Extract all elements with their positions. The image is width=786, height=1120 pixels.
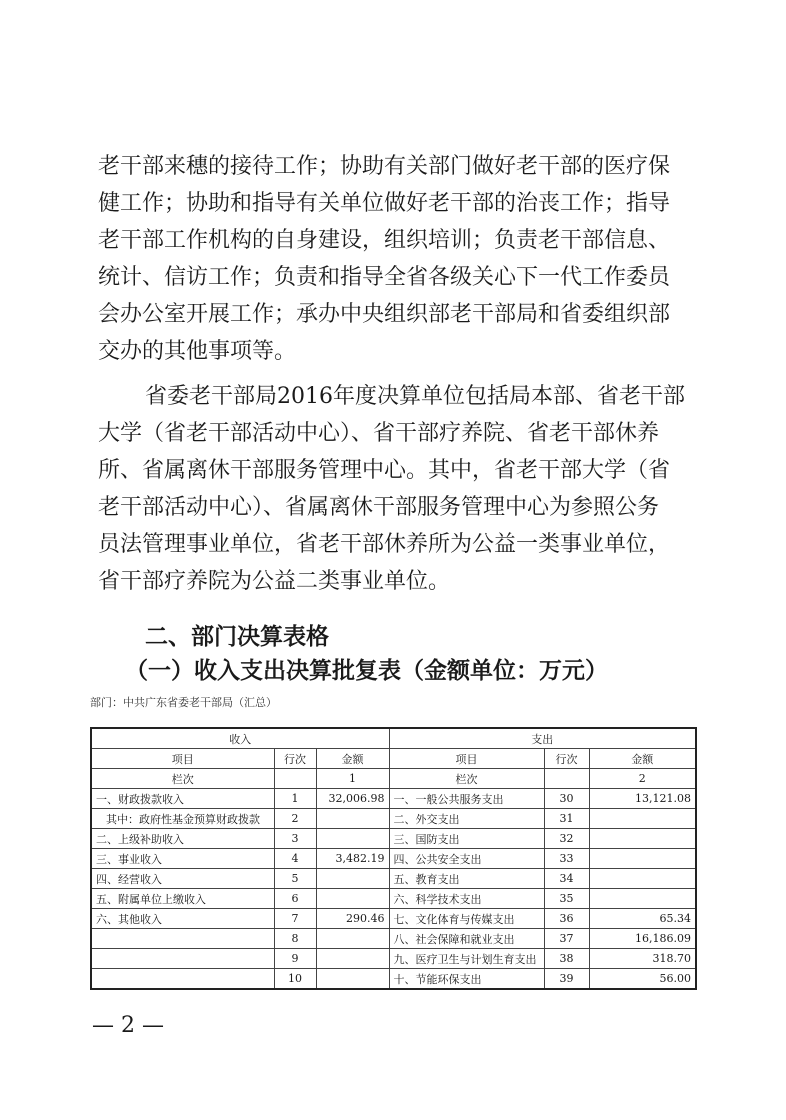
income-row-cell: 1 bbox=[274, 789, 316, 809]
income-row-cell: 2 bbox=[274, 809, 316, 829]
income-item-cell: 其中：政府性基金预算财政拨款 bbox=[91, 809, 274, 829]
income-amount-cell bbox=[316, 929, 389, 949]
income-amount-cell bbox=[316, 889, 389, 909]
income-row-cell: 8 bbox=[274, 929, 316, 949]
income-item-cell bbox=[91, 949, 274, 969]
expense-row-cell: 38 bbox=[544, 949, 589, 969]
table-row bbox=[91, 969, 696, 990]
expense-header: 支出 bbox=[389, 728, 696, 749]
expense-amount-cell bbox=[589, 849, 696, 869]
table-row bbox=[91, 869, 696, 889]
expense-col-no: 2 bbox=[589, 769, 696, 789]
income-row-cell: 4 bbox=[274, 849, 316, 869]
expense-item-cell: 七、文化体育与传媒支出 bbox=[389, 909, 544, 929]
col-row: 行次 bbox=[544, 749, 589, 769]
sub-heading: （一）收入支出决算批复表（金额单位：万元） bbox=[125, 658, 608, 684]
empty-cell bbox=[274, 769, 316, 789]
col-item: 项目 bbox=[91, 749, 274, 769]
expense-item-cell: 六、科学技术支出 bbox=[389, 889, 544, 909]
table-lanci-row bbox=[91, 769, 696, 789]
table-row bbox=[91, 949, 696, 969]
expense-item-cell: 五、教育支出 bbox=[389, 869, 544, 889]
col-row: 行次 bbox=[274, 749, 316, 769]
expense-amount-cell bbox=[589, 829, 696, 849]
income-amount-cell: 290.46 bbox=[316, 909, 389, 929]
empty-cell bbox=[544, 769, 589, 789]
expense-item-cell: 三、国防支出 bbox=[389, 829, 544, 849]
paragraph-line: 省干部疗养院为公益二类事业单位。 bbox=[98, 569, 451, 594]
income-item-cell: 五、附属单位上缴收入 bbox=[91, 889, 274, 909]
income-amount-cell bbox=[316, 829, 389, 849]
expense-row-cell: 30 bbox=[544, 789, 589, 809]
income-item-cell: 六、其他收入 bbox=[91, 909, 274, 929]
section-heading: 二、部门决算表格 bbox=[145, 624, 329, 650]
paragraph-line: 会办公室开展工作；承办中央组织部老干部局和省委组织部 bbox=[98, 302, 671, 327]
income-item-cell: 二、上级补助收入 bbox=[91, 829, 274, 849]
expense-row-cell: 34 bbox=[544, 869, 589, 889]
table-column-row bbox=[91, 749, 696, 769]
expense-amount-cell: 13,121.08 bbox=[589, 789, 696, 809]
paragraph-line: 交办的其他事项等。 bbox=[98, 339, 297, 364]
paragraph-line: 老干部活动中心）、省属离休干部服务管理中心为参照公务 bbox=[98, 495, 660, 520]
expense-item-cell: 一、一般公共服务支出 bbox=[389, 789, 544, 809]
expense-row-cell: 39 bbox=[544, 969, 589, 990]
expense-amount-cell bbox=[589, 809, 696, 829]
expense-item-cell: 八、社会保障和就业支出 bbox=[389, 929, 544, 949]
paragraph-line: 老干部工作机构的自身建设，组织培训；负责老干部信息、 bbox=[98, 228, 671, 253]
expense-item-cell: 十、节能环保支出 bbox=[389, 969, 544, 990]
paragraph-line: 员法管理事业单位，省老干部休养所为公益一类事业单位， bbox=[98, 532, 671, 557]
col-amount: 金额 bbox=[589, 749, 696, 769]
income-item-cell: 三、事业收入 bbox=[91, 849, 274, 869]
page-number: — 2 — bbox=[92, 1013, 164, 1038]
income-expense-table bbox=[90, 727, 697, 990]
table-row bbox=[91, 929, 696, 949]
paragraph-line: 老干部来穗的接待工作；协助有关部门做好老干部的医疗保 bbox=[98, 154, 671, 179]
income-item-cell: 四、经营收入 bbox=[91, 869, 274, 889]
income-header: 收入 bbox=[91, 728, 389, 749]
table-row bbox=[91, 829, 696, 849]
table-row bbox=[91, 909, 696, 929]
expense-row-cell: 31 bbox=[544, 809, 589, 829]
paragraph-line: 大学（省老干部活动中心）、省干部疗养院、省老干部休养 bbox=[98, 421, 660, 446]
expense-item-cell: 九、医疗卫生与计划生育支出 bbox=[389, 949, 544, 969]
department-label: 部门：中共广东省委老干部局（汇总） bbox=[90, 696, 277, 709]
expense-amount-cell: 65.34 bbox=[589, 909, 696, 929]
lanci-label: 栏次 bbox=[91, 769, 274, 789]
income-row-cell: 5 bbox=[274, 869, 316, 889]
table-row bbox=[91, 789, 696, 809]
income-row-cell: 3 bbox=[274, 829, 316, 849]
income-row-cell: 9 bbox=[274, 949, 316, 969]
income-row-cell: 7 bbox=[274, 909, 316, 929]
income-amount-cell: 3,482.19 bbox=[316, 849, 389, 869]
expense-amount-cell: 16,186.09 bbox=[589, 929, 696, 949]
col-item: 项目 bbox=[389, 749, 544, 769]
income-row-cell: 10 bbox=[274, 969, 316, 990]
income-item-cell bbox=[91, 929, 274, 949]
expense-item-cell: 四、公共安全支出 bbox=[389, 849, 544, 869]
expense-item-cell: 二、外交支出 bbox=[389, 809, 544, 829]
income-item-cell bbox=[91, 969, 274, 990]
table-row bbox=[91, 849, 696, 869]
expense-row-cell: 33 bbox=[544, 849, 589, 869]
income-col-no: 1 bbox=[316, 769, 389, 789]
table-header-row bbox=[91, 728, 696, 749]
paragraph-line: 统计、信访工作；负责和指导全省各级关心下一代工作委员 bbox=[98, 265, 671, 290]
income-row-cell: 6 bbox=[274, 889, 316, 909]
table-row bbox=[91, 889, 696, 909]
expense-row-cell: 36 bbox=[544, 909, 589, 929]
expense-row-cell: 37 bbox=[544, 929, 589, 949]
lanci-label: 栏次 bbox=[389, 769, 544, 789]
table-row bbox=[91, 809, 696, 829]
expense-row-cell: 35 bbox=[544, 889, 589, 909]
income-amount-cell bbox=[316, 949, 389, 969]
expense-amount-cell: 56.00 bbox=[589, 969, 696, 990]
income-amount-cell bbox=[316, 969, 389, 990]
paragraph-line: 所、省属离休干部服务管理中心。其中，省老干部大学（省 bbox=[98, 458, 671, 483]
expense-amount-cell: 318.70 bbox=[589, 949, 696, 969]
income-item-cell: 一、财政拨款收入 bbox=[91, 789, 274, 809]
paragraph-line: 健工作；协助和指导有关单位做好老干部的治丧工作；指导 bbox=[98, 191, 671, 216]
col-amount: 金额 bbox=[316, 749, 389, 769]
income-amount-cell bbox=[316, 809, 389, 829]
paragraph-line: 省委老干部局2016年度决算单位包括局本部、省老干部 bbox=[145, 384, 685, 409]
expense-amount-cell bbox=[589, 889, 696, 909]
expense-amount-cell bbox=[589, 869, 696, 889]
income-amount-cell: 32,006.98 bbox=[316, 789, 389, 809]
income-amount-cell bbox=[316, 869, 389, 889]
expense-row-cell: 32 bbox=[544, 829, 589, 849]
